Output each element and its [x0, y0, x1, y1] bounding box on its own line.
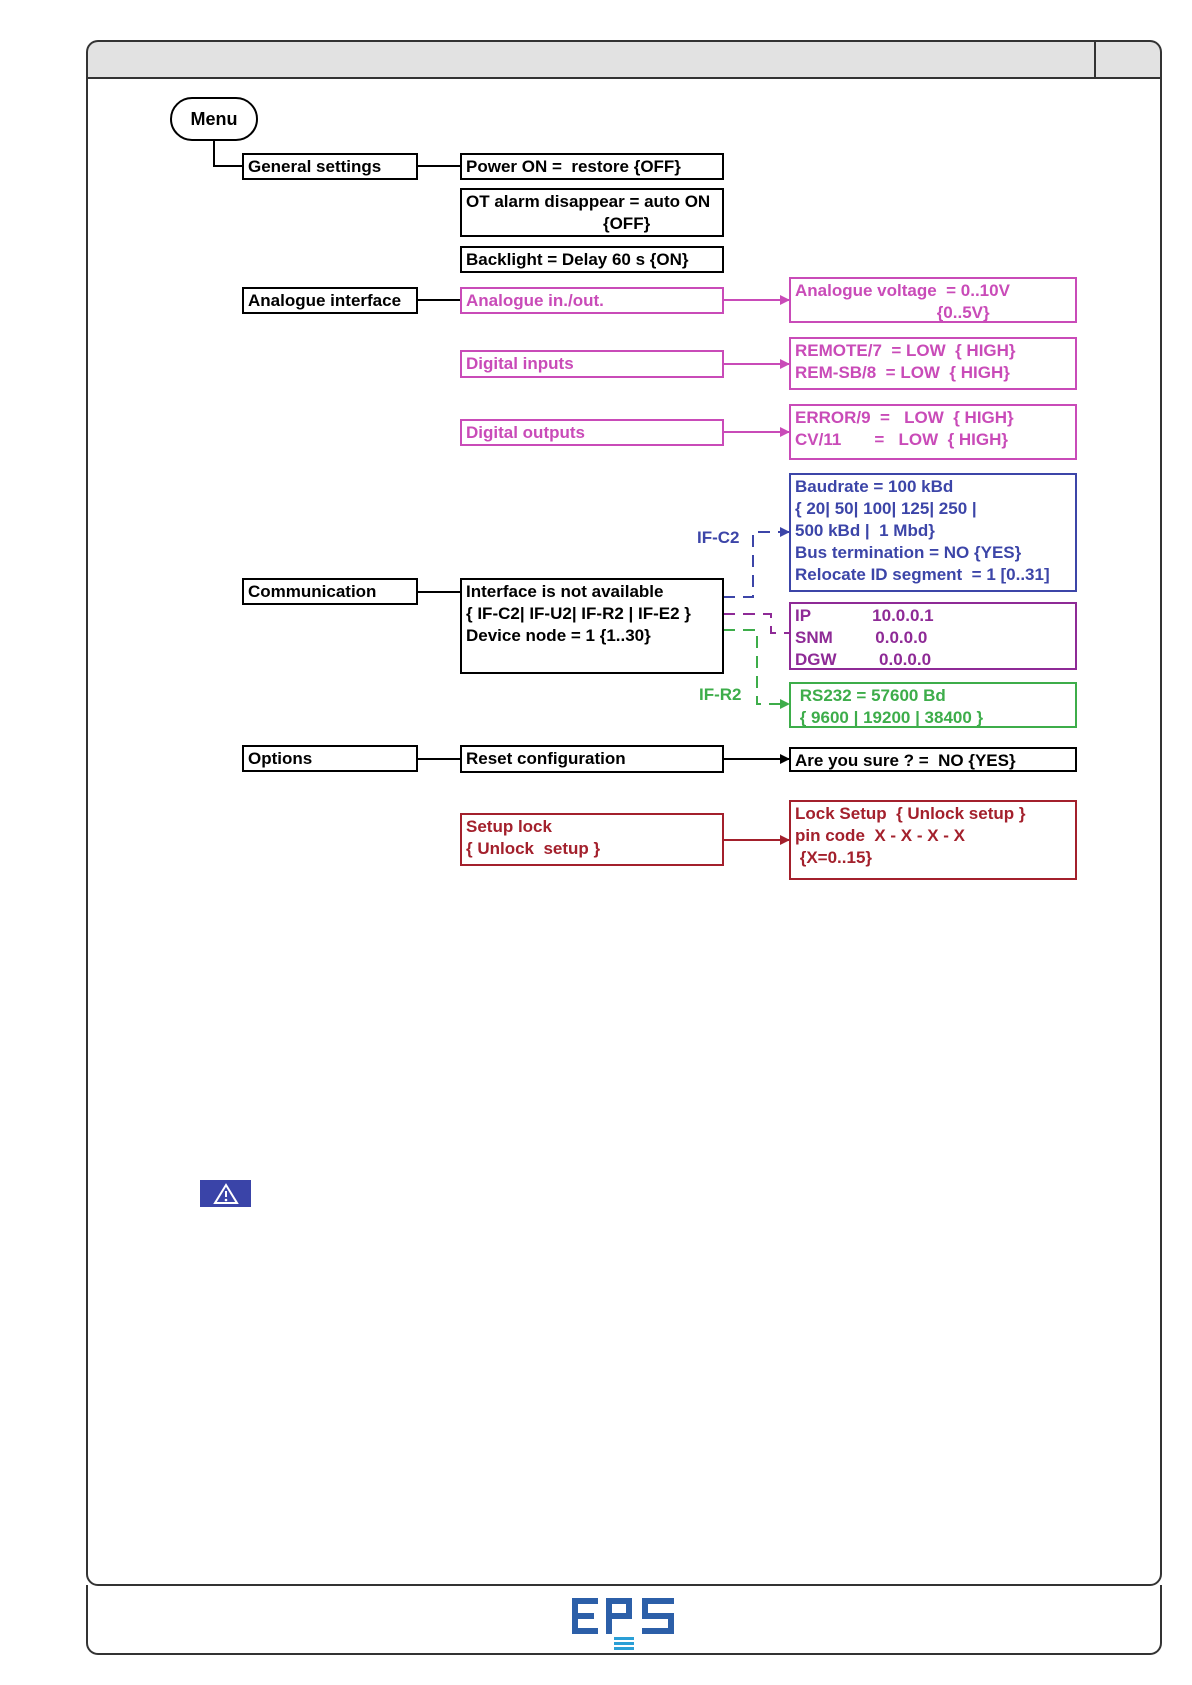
setup-lock-setting: Setup lock { Unlock setup }	[460, 813, 724, 866]
category-general-settings: General settings	[242, 153, 418, 180]
if-r2-label: IF-R2	[699, 685, 742, 704]
rs232-settings: RS232 = 57600 Bd { 9600 | 19200 | 38400 }	[789, 682, 1077, 728]
warning-triangle-icon	[200, 1180, 251, 1207]
backlight-setting: Backlight = Delay 60 s {ON}	[460, 246, 724, 273]
digital-inputs-setting: Digital inputs	[460, 350, 724, 378]
category-analogue-interface: Analogue interface	[242, 287, 418, 314]
menu-root: Menu	[170, 97, 258, 141]
analogue-inout-setting: Analogue in./out.	[460, 287, 724, 314]
ot-alarm-setting: OT alarm disappear = auto ON {OFF}	[460, 188, 724, 237]
power-on-setting: Power ON = restore {OFF}	[460, 153, 724, 180]
category-communication: Communication	[242, 578, 418, 605]
interface-setting: Interface is not available { IF-C2| IF-U2| IF-R2 | IF-E2 } Device node = 1 {1..30}	[460, 578, 724, 674]
are-you-sure-setting: Are you sure ? = NO {YES}	[789, 747, 1077, 772]
menu-connector	[214, 141, 242, 166]
category-options: Options	[242, 745, 418, 772]
lock-setup-setting: Lock Setup { Unlock setup } pin code X - X - X - X {X=0..15}	[789, 800, 1077, 880]
analogue-voltage-setting: Analogue voltage = 0..10V {0..5V}	[789, 277, 1077, 323]
eps-logo	[570, 1594, 678, 1652]
can-settings: Baudrate = 100 kBd { 20| 50| 100| 125| 250 | 500 kBd | 1 Mbd} Bus termination = NO {YES} Relocate ID segment = 1 [0..31]	[789, 473, 1077, 592]
ethernet-settings: IP 10.0.0.1 SNM 0.0.0.0 DGW 0.0.0.0	[789, 602, 1077, 670]
reset-config-setting: Reset configuration	[460, 745, 724, 773]
error-outputs-setting: ERROR/9 = LOW { HIGH} CV/11 = LOW { HIGH}	[789, 404, 1077, 460]
remote-inputs-setting: REMOTE/7 = LOW { HIGH} REM-SB/8 = LOW { HIGH}	[789, 337, 1077, 390]
digital-outputs-setting: Digital outputs	[460, 419, 724, 446]
if-c2-label: IF-C2	[697, 528, 740, 547]
